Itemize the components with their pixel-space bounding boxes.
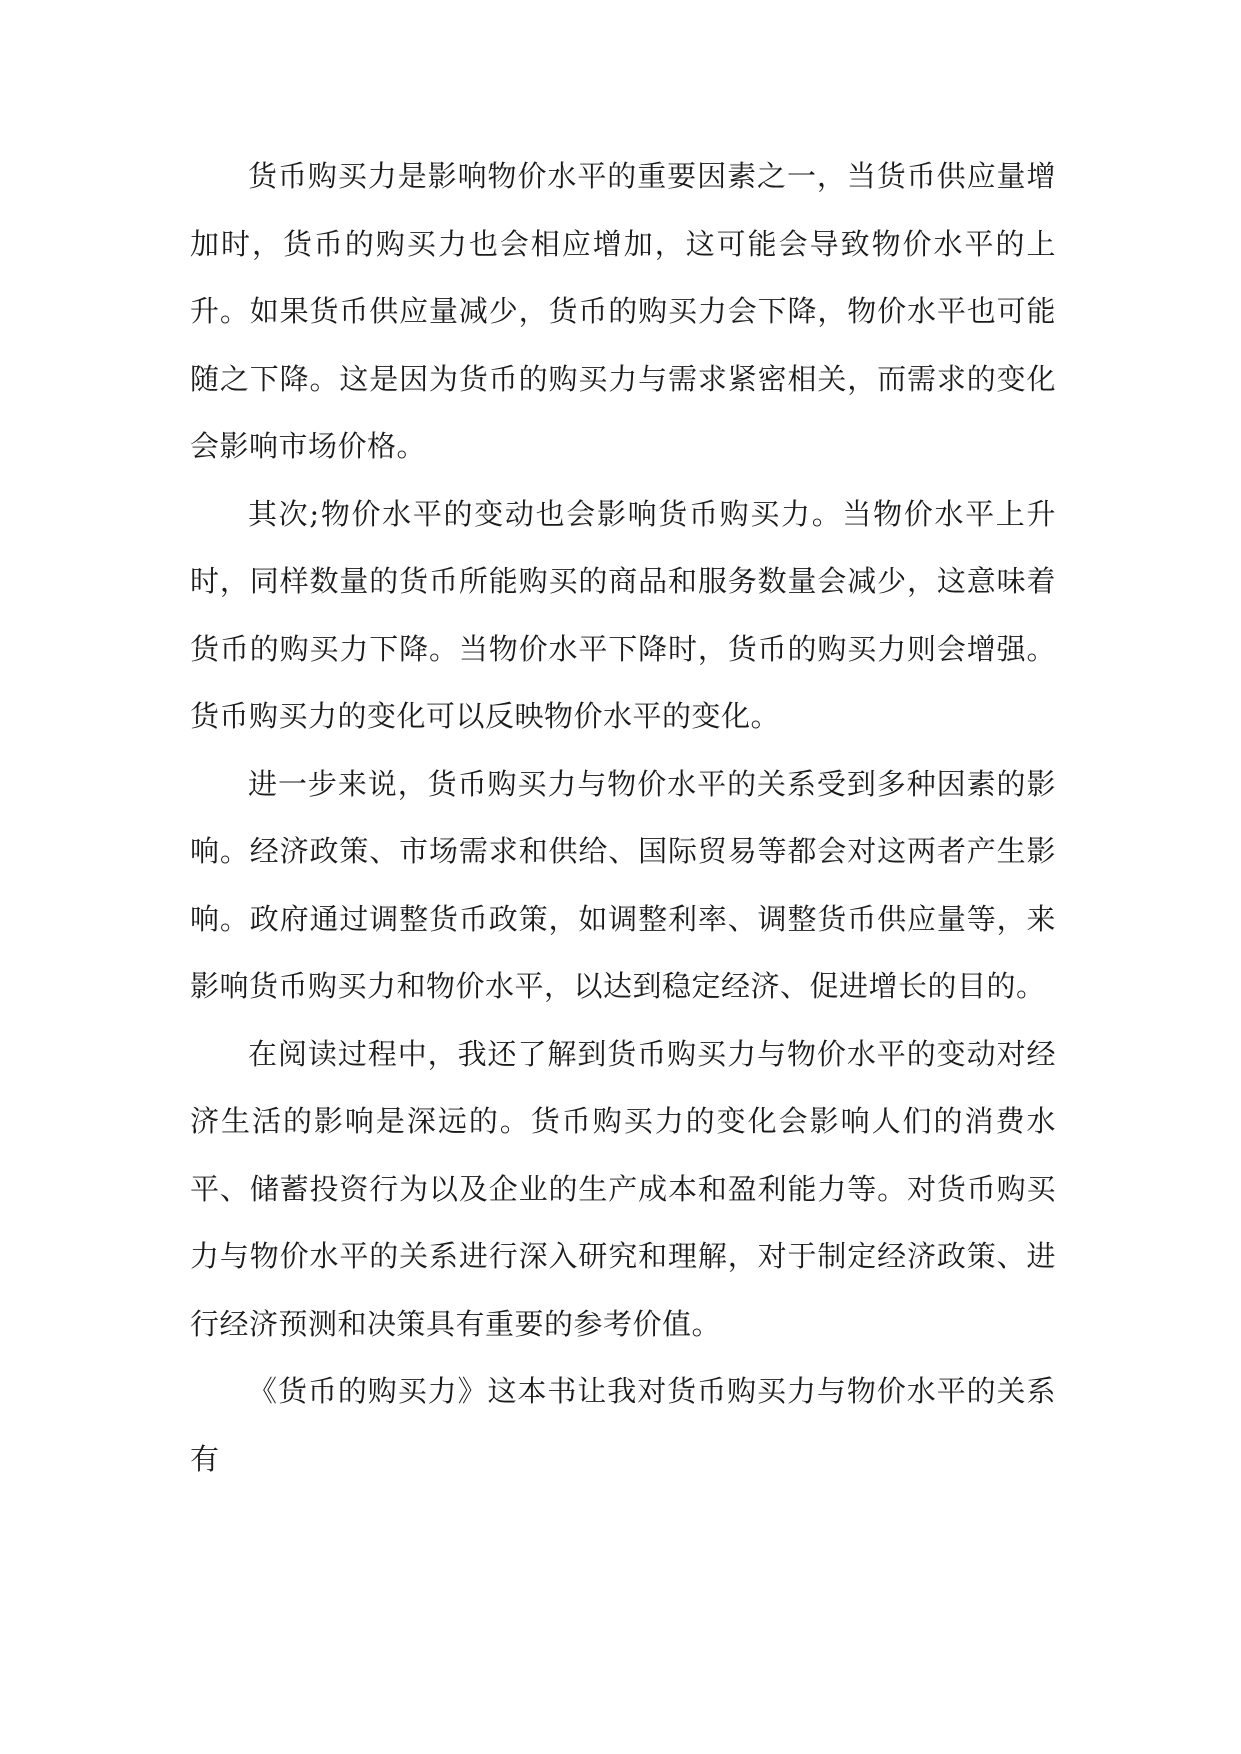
- paragraph-5: 《货币的购买力》这本书让我对货币购买力与物价水平的关系有: [190, 1374, 1056, 1476]
- paragraph-1: 货币购买力是影响物价水平的重要因素之一，当货币供应量增加时，货币的购买力也会相应增加，这可能会导致物价水平的上升。如果货币供应量减少，货币的购买力会下降，物价水平也可能随之下降。这是因为货币的购买力与需求紧密相关，而需求的变化会影响市场价格。: [190, 159, 1056, 463]
- paragraph-2: 其次;物价水平的变动也会影响货币购买力。当物价水平上升时，同样数量的货币所能购买的商品和服务数量会减少，这意味着货币的购买力下降。当物价水平下降时，货币的购买力则会增强。货币购买力的变化可以反映物价水平的变化。: [190, 496, 1056, 733]
- paragraph-4: 在阅读过程中，我还了解到货币购买力与物价水平的变动对经济生活的影响是深远的。货币购买力的变化会影响人们的消费水平、储蓄投资行为以及企业的生产成本和盈利能力等。对货币购买力与物价水平的关系进行深入研究和理解，对于制定经济政策、进行经济预测和决策具有重要的参考价值。: [190, 1036, 1056, 1341]
- body-text: [190, 143, 1056, 1493]
- paragraph-3: 进一步来说，货币购买力与物价水平的关系受到多种因素的影响。经济政策、市场需求和供给、国际贸易等都会对这两者产生影响。政府通过调整货币政策，如调整利率、调整货币供应量等，来影响货币购买力和物价水平，以达到稳定经济、促进增长的目的。: [190, 766, 1056, 1003]
